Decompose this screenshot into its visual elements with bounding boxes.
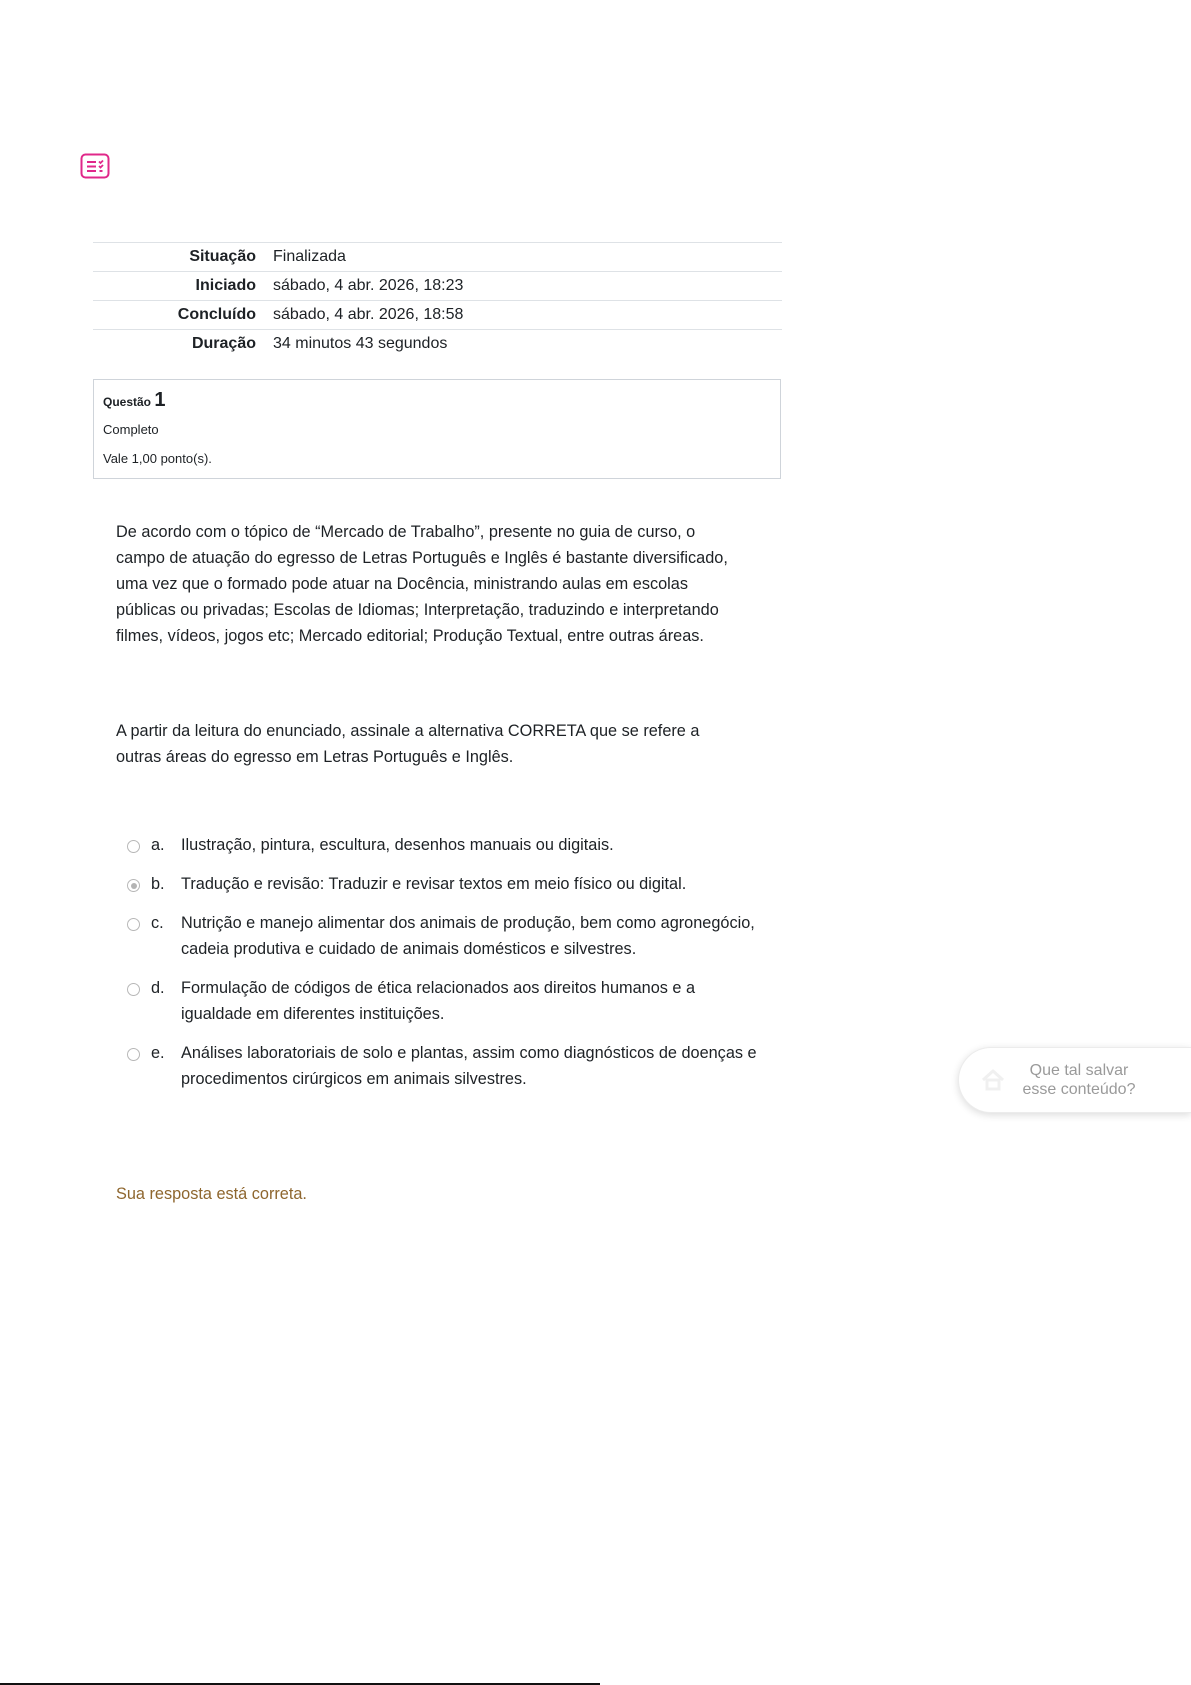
- summary-label: Situação: [93, 243, 267, 272]
- question-info-box: [93, 379, 781, 479]
- answer-option-b[interactable]: [125, 871, 765, 897]
- question-grade: Vale 1,00 ponto(s).: [103, 451, 212, 466]
- home-icon: [980, 1068, 1006, 1092]
- summary-value: Finalizada: [267, 243, 782, 272]
- option-text: Ilustração, pintura, escultura, desenhos manuais ou digitais.: [181, 836, 614, 854]
- question-prefix: Questão: [103, 395, 152, 409]
- radio-button[interactable]: [127, 918, 140, 931]
- summary-value: 34 minutos 43 segundos: [267, 330, 782, 359]
- summary-value: sábado, 4 abr. 2026, 18:58: [267, 301, 782, 330]
- radio-button[interactable]: [127, 983, 140, 996]
- answer-option-c[interactable]: [125, 910, 765, 962]
- answer-options: [125, 832, 765, 1105]
- question-state: Completo: [103, 422, 159, 437]
- option-letter: c.: [151, 914, 164, 932]
- option-letter: d.: [151, 979, 165, 997]
- summary-label: Iniciado: [93, 272, 267, 301]
- summary-value: sábado, 4 abr. 2026, 18:23: [267, 272, 782, 301]
- answer-option-a[interactable]: [125, 832, 765, 858]
- quiz-icon: [80, 153, 110, 183]
- radio-button[interactable]: [127, 1048, 140, 1061]
- summary-row: [93, 301, 782, 330]
- option-text: Tradução e revisão: Traduzir e revisar textos em meio físico ou digital.: [181, 875, 687, 893]
- option-letter: b.: [151, 875, 165, 893]
- option-letter: e.: [151, 1044, 165, 1062]
- question-text-paragraph: De acordo com o tópico de “Mercado de Trabalho”, presente no guia de curso, o campo de atuação do egresso de Letras Português e Inglês é bastante diversificado, uma vez que o formado pode atuar na Docência, ministrando aulas em escolas públicas ou privadas; Escolas de Idiomas; Interpretação, traduzindo e interpretando filmes, vídeos, jogos etc; Mercado editorial; Produção Textual, entre outras áreas.: [116, 523, 728, 645]
- summary-row: [93, 243, 782, 272]
- answer-option-d[interactable]: [125, 975, 765, 1027]
- question-number: [103, 389, 771, 412]
- option-text: Análises laboratoriais de solo e plantas, assim como diagnósticos de doenças e procedimentos cirúrgicos em animais silvestres.: [181, 1044, 757, 1088]
- option-letter: a.: [151, 836, 165, 854]
- save-content-label: Que tal salvar esse conteúdo?: [1022, 1062, 1136, 1098]
- answer-feedback: Sua resposta está correta.: [116, 1185, 307, 1203]
- radio-button-selected[interactable]: [127, 879, 140, 892]
- answer-option-e[interactable]: [125, 1040, 765, 1092]
- question-number-value: 1: [154, 389, 166, 411]
- option-text: Nutrição e manejo alimentar dos animais de produção, bem como agronegócio, cadeia produtiva e cuidado de animais domésticos e silvestres.: [181, 914, 755, 958]
- summary-row: [93, 330, 782, 359]
- question-prompt: A partir da leitura do enunciado, assinale a alternativa CORRETA que se refere a outras áreas do egresso em Letras Português e Inglês.: [116, 722, 700, 766]
- radio-button[interactable]: [127, 840, 140, 853]
- option-text: Formulação de códigos de ética relacionados aos direitos humanos e a igualdade em diferentes instituições.: [181, 979, 696, 1023]
- summary-label: Duração: [93, 330, 267, 359]
- save-content-button[interactable]: [958, 1047, 1191, 1113]
- summary-row: [93, 272, 782, 301]
- summary-label: Concluído: [93, 301, 267, 330]
- attempt-summary-table: [93, 242, 782, 358]
